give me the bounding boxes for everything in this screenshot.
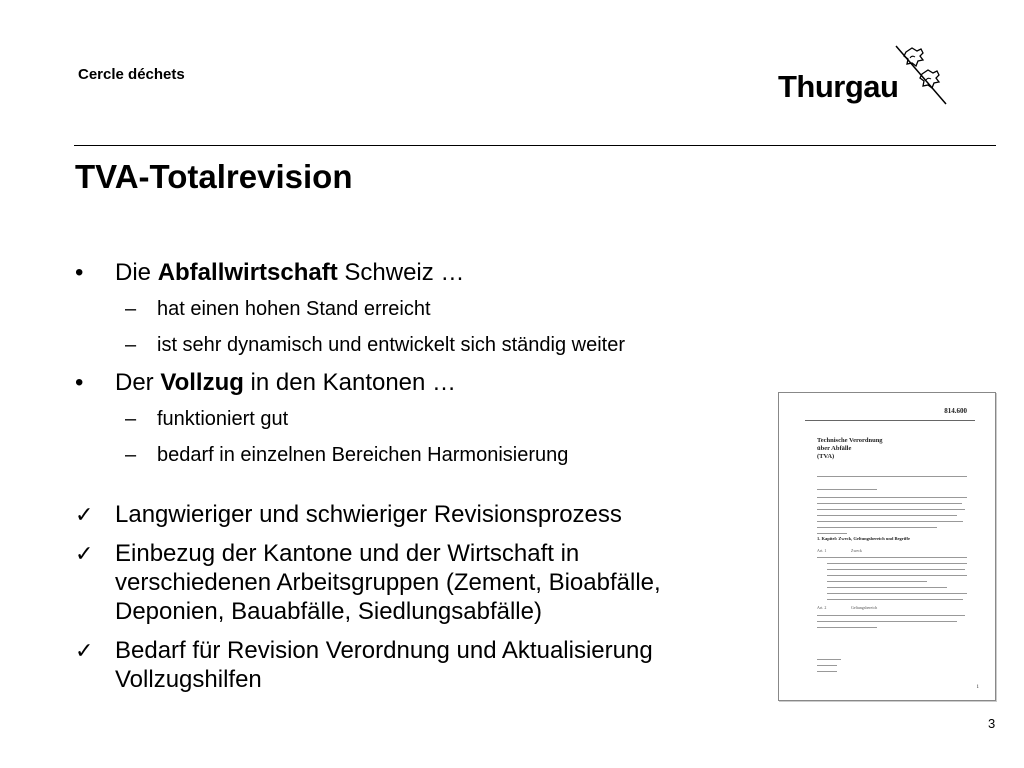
bullet-text: Der bbox=[115, 369, 161, 396]
logo-text: Thurgau bbox=[778, 69, 899, 104]
document-article: Art. 2 bbox=[817, 605, 827, 610]
sub-bullet bbox=[75, 406, 775, 432]
document-footnote-line bbox=[817, 671, 837, 672]
checkmark-icon: ✓ bbox=[75, 638, 94, 663]
document-text-line bbox=[827, 569, 965, 570]
bullet-abfallwirtschaft bbox=[75, 258, 775, 288]
check-item-text: verschiedenen Arbeitsgruppen (Zement, Bioabfälle, bbox=[115, 569, 661, 596]
document-text-line bbox=[827, 581, 927, 582]
sub-bullet-text: funktioniert gut bbox=[157, 408, 289, 430]
check-item-text: Vollzugshilfen bbox=[115, 666, 262, 693]
check-item-text: Deponien, Bauabfälle, Siedlungsabfälle) bbox=[115, 598, 542, 625]
slide-content bbox=[75, 258, 775, 704]
sub-bullet bbox=[75, 332, 775, 358]
tva-document-thumbnail bbox=[778, 392, 996, 701]
check-item bbox=[75, 636, 775, 694]
thurgau-logo bbox=[776, 44, 948, 108]
dash-marker: – bbox=[125, 408, 137, 430]
organization-name: Cercle déchets bbox=[78, 66, 185, 83]
bullet-text: Schweiz … bbox=[337, 259, 465, 286]
document-text-line bbox=[817, 489, 877, 490]
document-text-line bbox=[817, 509, 965, 510]
bullet-marker: • bbox=[75, 259, 84, 286]
check-item-text: Einbezug der Kantone und der Wirtschaft in bbox=[115, 540, 580, 567]
checkmark-icon: ✓ bbox=[75, 502, 94, 527]
document-text-line bbox=[817, 621, 957, 622]
slide-page-number: 3 bbox=[988, 716, 996, 731]
checkmark-icon: ✓ bbox=[75, 541, 94, 566]
document-text-line bbox=[817, 476, 967, 477]
document-text-line bbox=[817, 521, 963, 522]
header-divider bbox=[74, 145, 996, 146]
document-footnote-line bbox=[817, 665, 837, 666]
dash-marker: – bbox=[125, 444, 137, 466]
sub-bullet-text: bedarf in einzelnen Bereichen Harmonisierung bbox=[157, 444, 569, 466]
document-text-line bbox=[817, 557, 967, 558]
document-article: Art. 1 bbox=[817, 548, 827, 553]
document-text-line bbox=[817, 615, 965, 616]
document-text-line bbox=[827, 575, 967, 576]
bullet-bold-text: Abfallwirtschaft bbox=[157, 259, 338, 286]
bullet-text: Die bbox=[115, 259, 158, 286]
document-text-line bbox=[817, 527, 937, 528]
check-item bbox=[75, 539, 775, 626]
document-text-line bbox=[827, 593, 967, 594]
check-item bbox=[75, 500, 775, 529]
bullet-vollzug bbox=[75, 368, 775, 398]
document-chapter: 1. Kapitel: Zweck, Geltungsbereich und Begriffe bbox=[817, 536, 911, 541]
document-title bbox=[817, 437, 883, 461]
bullet-marker: • bbox=[75, 369, 84, 396]
document-text-line bbox=[817, 497, 967, 498]
slide-title: TVA-Totalrevision bbox=[75, 158, 353, 195]
sub-bullet bbox=[75, 296, 775, 322]
check-item-text: Bedarf für Revision Verordnung und Aktualisierung bbox=[115, 637, 653, 664]
document-text-line bbox=[817, 533, 847, 534]
document-article-label: Geltungsbereich bbox=[851, 605, 878, 610]
document-text-line bbox=[817, 503, 962, 504]
document-text-line bbox=[817, 515, 957, 516]
sub-bullet bbox=[75, 442, 775, 468]
document-number: 814.600 bbox=[944, 407, 967, 415]
document-text-line bbox=[827, 587, 947, 588]
document-title-line: (TVA) bbox=[817, 453, 835, 460]
sub-bullet-text: ist sehr dynamisch und entwickelt sich ständig weiter bbox=[157, 334, 625, 356]
dash-marker: – bbox=[125, 334, 137, 356]
check-item-text: Langwieriger und schwieriger Revisionsprozess bbox=[115, 501, 622, 528]
dash-marker: – bbox=[125, 298, 137, 320]
document-text-line bbox=[817, 627, 877, 628]
thurgau-coat-of-arms-icon bbox=[892, 44, 948, 106]
document-article-label: Zweck bbox=[851, 548, 862, 553]
document-title-line: über Abfälle bbox=[817, 445, 852, 452]
document-footnote-line bbox=[817, 659, 841, 660]
document-text-line bbox=[827, 563, 967, 564]
sub-bullet-text: hat einen hohen Stand erreicht bbox=[157, 298, 431, 320]
bullet-text: in den Kantonen … bbox=[243, 369, 457, 396]
bullet-bold-text: Vollzug bbox=[160, 369, 244, 396]
document-page-number: 1 bbox=[976, 685, 979, 690]
document-text-line bbox=[827, 599, 963, 600]
document-header-rule bbox=[805, 420, 975, 421]
document-title-line: Technische Verordnung bbox=[817, 437, 883, 444]
